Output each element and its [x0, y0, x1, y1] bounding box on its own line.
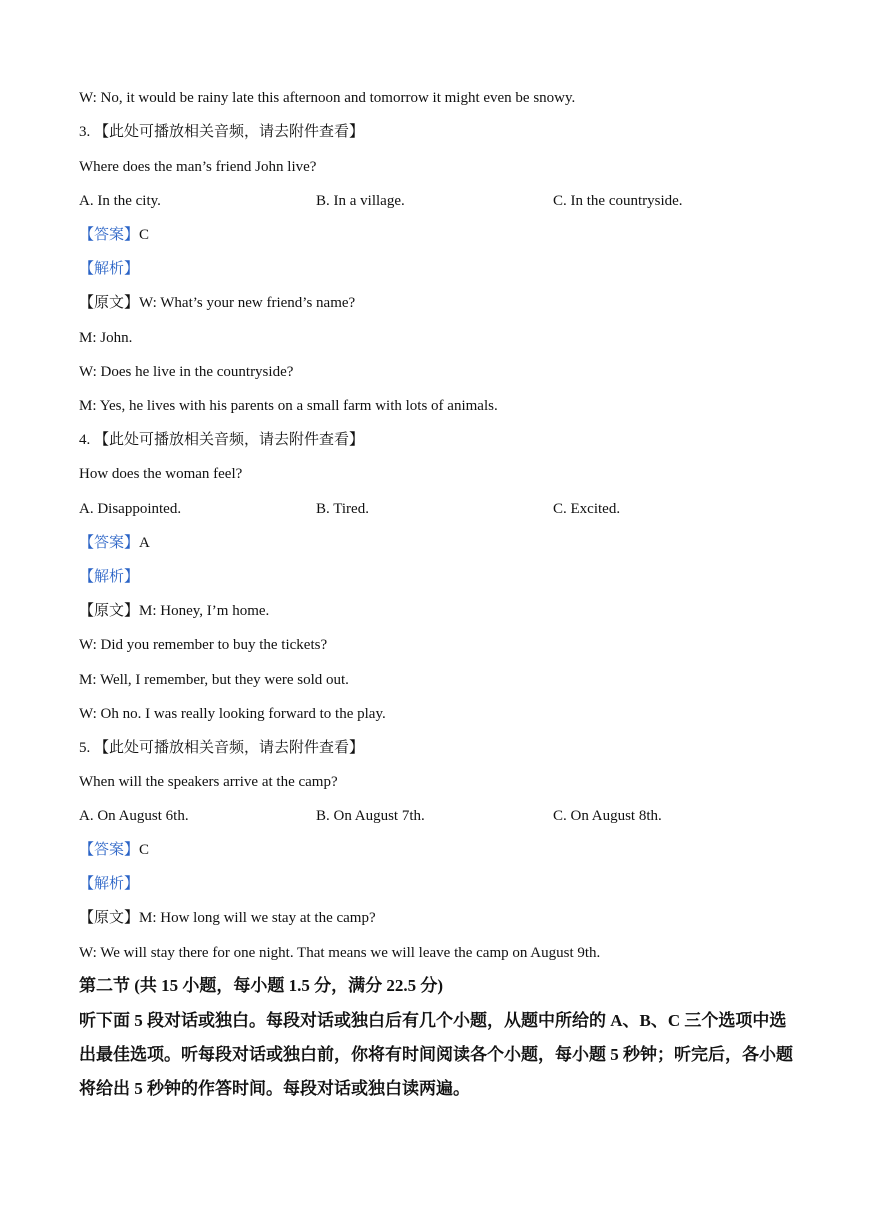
answer-line [79, 533, 150, 553]
section-instruction: 听下面 5 段对话或独白。每段对话或独白后有几个小题，从题中所给的 A、B、C 三个选项中选出最佳选项。听每段对话或独白前，你将有时间阅读各个小题，每小题 5 秒钟；听完后，各小题将给出 5 秒钟的作答时间。每段对话或独白读两遍。 [79, 1011, 793, 1098]
option-a: A. On August 6th. [79, 808, 189, 824]
question-5-options [79, 806, 799, 826]
transcript-line: M: John. [79, 330, 133, 346]
answer-value: A [139, 535, 150, 551]
option-c: C. In the countryside. [553, 193, 683, 209]
section-title: 第二节 (共 15 小题，每小题 1.5 分，满分 22.5 分) [79, 976, 444, 995]
answer-label: 【答案】 [79, 842, 140, 858]
option-a: A. Disappointed. [79, 501, 182, 517]
dialogue-line: W: No, it would be rainy late this afternoon and tomorrow it might even be snowy. [79, 90, 576, 106]
answer-line [79, 225, 149, 245]
question-4-options [79, 499, 799, 519]
transcript-text: M: How long will we stay at the camp? [139, 910, 376, 926]
option-a: A. In the city. [79, 193, 161, 209]
question-3-text: Where does the man’s friend John live? [79, 159, 317, 175]
transcript-line [79, 908, 376, 928]
answer-value: C [139, 227, 150, 243]
option-b: B. Tired. [316, 501, 369, 517]
transcript-line: W: Does he live in the countryside? [79, 364, 294, 380]
answer-line [79, 840, 149, 860]
transcript-line: M: Yes, he lives with his parents on a small farm with lots of animals. [79, 398, 498, 414]
transcript-line: M: Well, I remember, but they were sold out. [79, 672, 349, 688]
analysis-label: 【解析】 [79, 569, 140, 585]
transcript-text: M: Honey, I’m home. [139, 603, 270, 619]
question-4-text: How does the woman feel? [79, 466, 243, 482]
analysis-line [79, 259, 139, 279]
question-3-header: 3. 【此处可播放相关音频，请去附件查看】 [79, 124, 365, 140]
transcript-line: W: Did you remember to buy the tickets? [79, 637, 328, 653]
transcript-text: W: What’s your new friend’s name? [139, 295, 356, 311]
answer-value: C [139, 842, 150, 858]
option-c: C. Excited. [553, 501, 621, 517]
transcript-line [79, 601, 269, 621]
question-3-options [79, 191, 799, 211]
analysis-line [79, 567, 139, 587]
original-label: 【原文】 [79, 603, 140, 619]
answer-label: 【答案】 [79, 227, 140, 243]
option-b: B. In a village. [316, 193, 405, 209]
option-b: B. On August 7th. [316, 808, 425, 824]
transcript-line [79, 293, 355, 313]
option-c: C. On August 8th. [553, 808, 662, 824]
analysis-line [79, 874, 139, 894]
answer-label: 【答案】 [79, 535, 140, 551]
transcript-line: W: Oh no. I was really looking forward to the play. [79, 706, 386, 722]
original-label: 【原文】 [79, 910, 140, 926]
question-5-text: When will the speakers arrive at the camp? [79, 774, 338, 790]
transcript-line: W: We will stay there for one night. That means we will leave the camp on August 9th. [79, 945, 601, 961]
question-4-header: 4. 【此处可播放相关音频，请去附件查看】 [79, 432, 365, 448]
analysis-label: 【解析】 [79, 261, 140, 277]
question-5-header: 5. 【此处可播放相关音频，请去附件查看】 [79, 740, 365, 756]
original-label: 【原文】 [79, 295, 140, 311]
analysis-label: 【解析】 [79, 876, 140, 892]
